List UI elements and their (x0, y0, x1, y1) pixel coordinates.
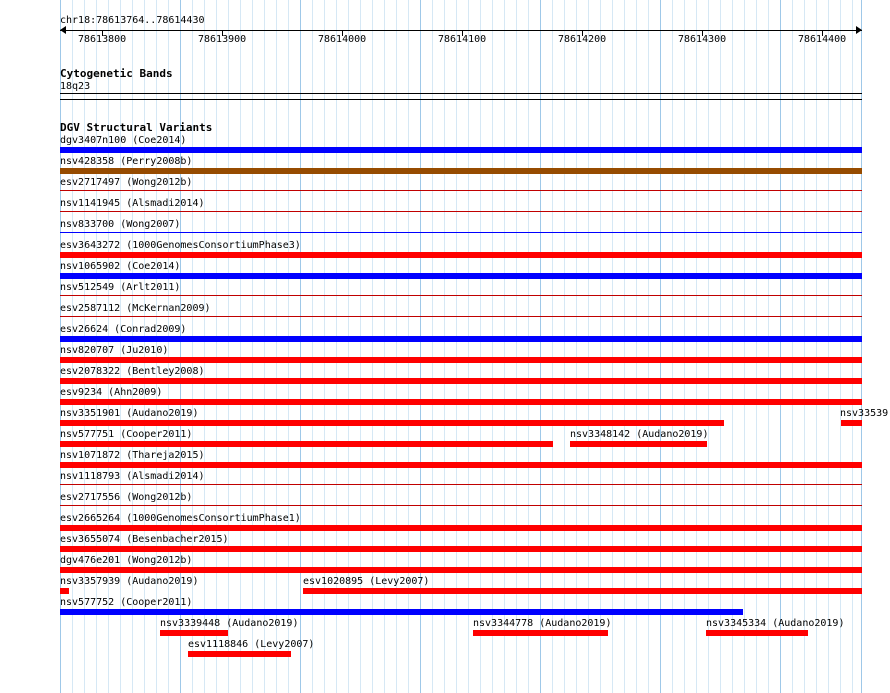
feature-bar-loss[interactable] (60, 378, 862, 384)
feature-label[interactable]: nsv3357939 (Audano2019) (60, 576, 199, 587)
ruler-tick-label: 78613900 (198, 34, 247, 45)
feature-label[interactable]: nsv1118793 (Alsmadi2014) (60, 471, 205, 482)
feature-bar-gain[interactable] (60, 609, 743, 615)
feature-bar-loss[interactable] (60, 484, 862, 485)
feature-bar-loss[interactable] (60, 316, 862, 317)
feature-bar-loss[interactable] (60, 588, 69, 594)
grid-line (252, 0, 253, 693)
feature-label[interactable]: nsv3339448 (Audano2019) (160, 618, 299, 629)
grid-line (216, 0, 217, 693)
feature-label[interactable]: esv3655074 (Besenbacher2015) (60, 534, 229, 545)
feature-label[interactable]: nsv1071872 (Thareja2015) (60, 450, 205, 461)
feature-bar-loss[interactable] (160, 630, 228, 636)
cytoband-track-title: Cytogenetic Bands (60, 67, 173, 80)
feature-bar-loss[interactable] (60, 399, 862, 405)
feature-bar-loss[interactable] (841, 420, 862, 426)
feature-bar-loss[interactable] (60, 462, 862, 468)
feature-label[interactable]: esv26624 (Conrad2009) (60, 324, 187, 335)
feature-label[interactable]: nsv3344778 (Audano2019) (473, 618, 612, 629)
grid-line (204, 0, 205, 693)
feature-label[interactable]: esv1118846 (Levy2007) (188, 639, 315, 650)
feature-bar-gain[interactable] (60, 232, 862, 233)
feature-bar-loss[interactable] (60, 546, 862, 552)
ruler-axis (60, 30, 862, 31)
feature-bar-loss[interactable] (60, 190, 862, 191)
feature-bar-inversion[interactable] (60, 168, 862, 174)
feature-label[interactable]: esv9234 (Ahn2009) (60, 387, 163, 398)
dgv-track-title: DGV Structural Variants (60, 121, 213, 134)
feature-label[interactable]: esv2587112 (McKernan2009) (60, 303, 211, 314)
feature-label[interactable]: nsv428358 (Perry2008b) (60, 156, 193, 167)
feature-bar-loss[interactable] (473, 630, 608, 636)
feature-label[interactable]: nsv833700 (Wong2007) (60, 219, 181, 230)
feature-label[interactable]: nsv33539 (840, 408, 889, 419)
feature-bar-loss[interactable] (60, 357, 862, 363)
feature-label[interactable]: nsv3351901 (Audano2019) (60, 408, 199, 419)
grid-line (192, 0, 193, 693)
grid-line (180, 0, 181, 693)
feature-bar-loss[interactable] (60, 567, 862, 573)
feature-label[interactable]: esv3643272 (1000GenomesConsortiumPhase3) (60, 240, 301, 251)
feature-label[interactable]: esv2665264 (1000GenomesConsortiumPhase1) (60, 513, 301, 524)
feature-label[interactable]: esv2078322 (Bentley2008) (60, 366, 205, 377)
ruler-tick-label: 78614400 (798, 34, 847, 45)
feature-label[interactable]: esv2717497 (Wong2012b) (60, 177, 193, 188)
feature-bar-gain[interactable] (60, 336, 862, 342)
ruler-tick-label: 78613800 (78, 34, 127, 45)
cytoband-label: 18q23 (60, 81, 91, 92)
ruler-tick-label: 78614100 (438, 34, 487, 45)
feature-bar-loss[interactable] (60, 441, 553, 447)
feature-bar-loss[interactable] (570, 441, 707, 447)
feature-label[interactable]: esv2717556 (Wong2012b) (60, 492, 193, 503)
feature-label[interactable]: nsv1141945 (Alsmadi2014) (60, 198, 205, 209)
feature-label[interactable]: nsv3345334 (Audano2019) (706, 618, 845, 629)
feature-bar-loss[interactable] (60, 505, 862, 506)
feature-bar-loss[interactable] (706, 630, 808, 636)
grid-line (228, 0, 229, 693)
feature-bar-loss[interactable] (60, 295, 862, 296)
feature-label[interactable]: dgv3407n100 (Coe2014) (60, 135, 187, 146)
ruler-tick-label: 78614200 (558, 34, 607, 45)
feature-label[interactable]: nsv512549 (Arlt2011) (60, 282, 181, 293)
grid-line (288, 0, 289, 693)
feature-label[interactable]: nsv577751 (Cooper2011) (60, 429, 193, 440)
feature-bar-loss[interactable] (303, 588, 862, 594)
feature-bar-loss[interactable] (60, 420, 724, 426)
coordinate-range-label: chr18:78613764..78614430 (60, 15, 205, 26)
grid-line (276, 0, 277, 693)
cytoband-divider (60, 93, 862, 94)
track-separator (60, 99, 862, 100)
feature-label[interactable]: esv1020895 (Levy2007) (303, 576, 430, 587)
feature-label[interactable]: nsv577752 (Cooper2011) (60, 597, 193, 608)
feature-label[interactable]: dgv476e201 (Wong2012b) (60, 555, 193, 566)
feature-bar-gain[interactable] (60, 273, 862, 279)
feature-label[interactable]: nsv1065902 (Coe2014) (60, 261, 181, 272)
feature-bar-gain[interactable] (60, 147, 862, 153)
grid-line (300, 0, 301, 693)
feature-label[interactable]: nsv820707 (Ju2010) (60, 345, 169, 356)
feature-bar-loss[interactable] (188, 651, 291, 657)
grid-line (240, 0, 241, 693)
ruler-right-arrow-icon (856, 26, 862, 34)
feature-bar-loss[interactable] (60, 252, 862, 258)
ruler-left-arrow-icon (60, 26, 66, 34)
ruler-tick-label: 78614300 (678, 34, 727, 45)
grid-line (264, 0, 265, 693)
feature-bar-loss[interactable] (60, 525, 862, 531)
ruler-tick-label: 78614000 (318, 34, 367, 45)
feature-label[interactable]: nsv3348142 (Audano2019) (570, 429, 709, 440)
feature-bar-loss[interactable] (60, 211, 862, 212)
